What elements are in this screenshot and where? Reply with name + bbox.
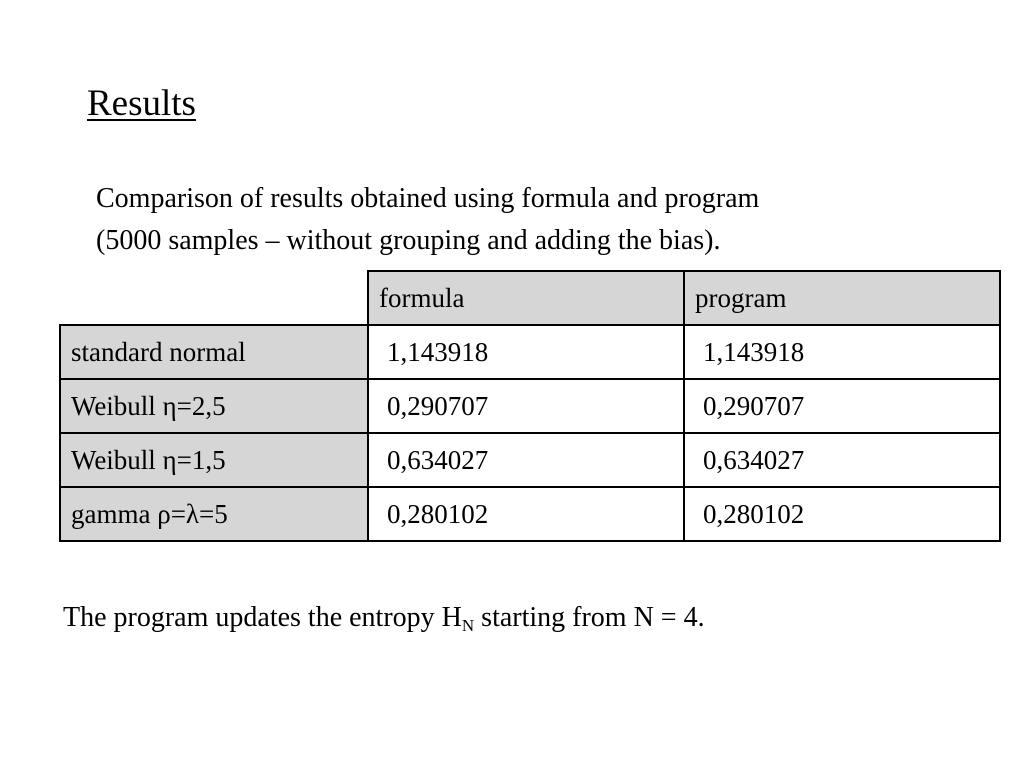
table-row — [60, 487, 1000, 541]
table-corner-cell — [60, 271, 368, 325]
intro-text — [96, 178, 759, 262]
program-value: 0,290707 — [684, 379, 1000, 433]
formula-value: 1,143918 — [368, 325, 684, 379]
page-title: Results — [87, 83, 196, 124]
header-program: program — [684, 271, 1000, 325]
row-label: Weibull η=1,5 — [60, 433, 368, 487]
formula-value: 0,280102 — [368, 487, 684, 541]
table-row — [60, 325, 1000, 379]
table-row — [60, 379, 1000, 433]
header-formula: formula — [368, 271, 684, 325]
intro-line-2: (5000 samples – without grouping and adding the bias). — [96, 225, 721, 256]
program-value: 0,634027 — [684, 433, 1000, 487]
footer-note — [63, 598, 705, 646]
row-label: gamma ρ=λ=5 — [60, 487, 368, 541]
table-header-row — [60, 271, 1000, 325]
table-row — [60, 433, 1000, 487]
footer-text-after: starting from N = 4. — [474, 602, 705, 633]
row-label: standard normal — [60, 325, 368, 379]
results-table — [59, 270, 1001, 542]
row-label: Weibull η=2,5 — [60, 379, 368, 433]
formula-value: 0,290707 — [368, 379, 684, 433]
intro-line-1: Comparison of results obtained using formula and program — [96, 183, 760, 214]
program-value: 0,280102 — [684, 487, 1000, 541]
footer-text-before: The program updates the entropy H — [63, 602, 462, 633]
program-value: 1,143918 — [684, 325, 1000, 379]
footer-subscript: N — [461, 616, 475, 635]
formula-value: 0,634027 — [368, 433, 684, 487]
